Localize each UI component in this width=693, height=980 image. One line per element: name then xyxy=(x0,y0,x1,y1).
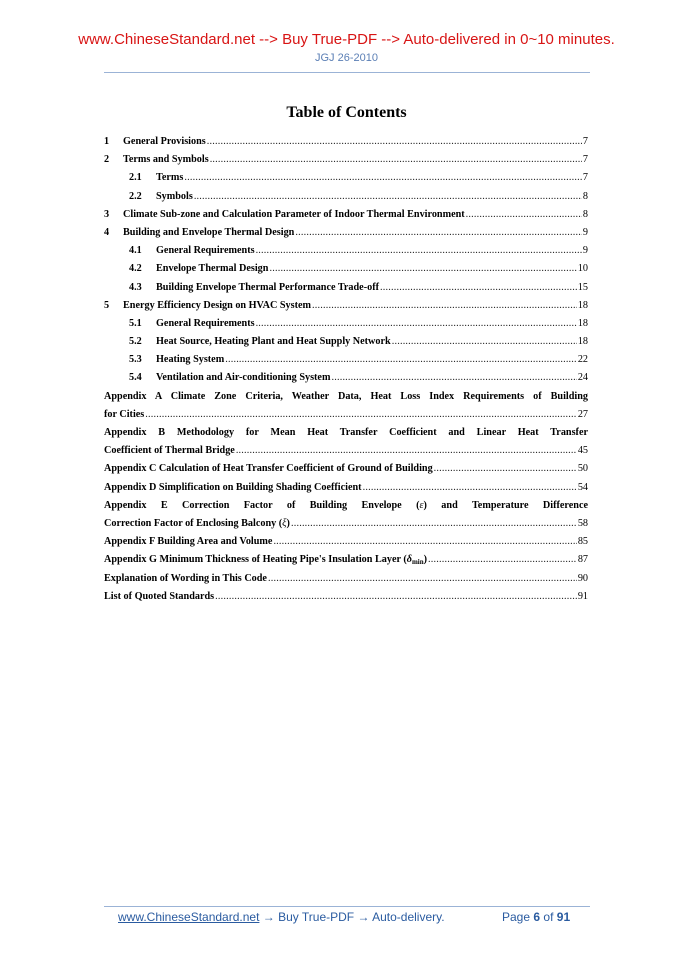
toc-entry-5-2[interactable] xyxy=(104,333,588,351)
toc-leader-dots xyxy=(269,260,576,278)
toc-entry-page: 9 xyxy=(582,245,588,257)
total-pages-number: 91 xyxy=(556,910,571,924)
toc-entry-label: Climate Sub-zone and Calculation Parameter of Indoor Thermal Environment xyxy=(123,208,465,220)
toc-entry-4-1[interactable] xyxy=(104,242,588,260)
toc-entry-page: 50 xyxy=(577,463,588,475)
page-indicator xyxy=(502,910,570,924)
toc-entry-label: List of Quoted Standards xyxy=(104,590,215,602)
toc-entry-page: 10 xyxy=(577,263,588,275)
toc-appendix-d[interactable] xyxy=(104,479,588,497)
of-word: of xyxy=(543,910,554,924)
toc-title: Table of Contents xyxy=(286,104,407,121)
top-banner[interactable]: www.ChineseStandard.net --> Buy True-PDF --> Auto-delivered in 0~10 minutes. xyxy=(78,31,615,48)
toc-entry-label: Appendix F Building Area and Volume xyxy=(104,536,273,548)
footer-text: → Buy True-PDF → Auto-delivery. xyxy=(259,910,445,924)
toc-entry-5[interactable] xyxy=(104,297,588,315)
toc-leader-dots xyxy=(312,297,577,315)
toc-entry-page: 91 xyxy=(577,590,588,602)
toc-entry-label: Terms and Symbols xyxy=(123,154,209,166)
toc-entry-label: Terms xyxy=(156,172,184,184)
toc-entry-5-3[interactable] xyxy=(104,351,588,369)
toc-entry-page: 9 xyxy=(582,226,588,238)
toc-entry-page: 85 xyxy=(577,536,588,548)
toc-appendix-g[interactable] xyxy=(104,551,588,569)
toc-entry-3[interactable] xyxy=(104,206,588,224)
toc-entry-number: 4 xyxy=(104,226,110,238)
toc-leader-dots xyxy=(363,479,577,497)
toc-appendix-f[interactable] xyxy=(104,533,588,551)
toc-entry-page: 7 xyxy=(582,154,588,166)
table-of-contents xyxy=(104,133,588,606)
toc-entry-page: 7 xyxy=(582,136,588,147)
toc-leader-dots xyxy=(145,406,577,424)
toc-entry-2[interactable] xyxy=(104,151,588,169)
toc-leader-dots xyxy=(268,570,577,588)
toc-entry-number: 1 xyxy=(104,136,110,147)
toc-appendix-a-line1[interactable] xyxy=(104,388,588,406)
toc-explanation-of-wording[interactable] xyxy=(104,570,588,588)
toc-entry-4[interactable] xyxy=(104,224,588,242)
toc-entry-number: 5.2 xyxy=(129,336,142,348)
current-page-number: 6 xyxy=(533,910,541,924)
toc-entry-label xyxy=(104,515,290,533)
toc-entry-page: 15 xyxy=(577,281,588,293)
toc-leader-dots xyxy=(291,515,577,533)
toc-entry-label xyxy=(104,497,588,515)
toc-appendix-a-line2[interactable] xyxy=(104,406,588,424)
toc-entry-label: Explanation of Wording in This Code xyxy=(104,572,267,584)
toc-entry-number: 4.3 xyxy=(129,281,142,293)
toc-leader-dots xyxy=(236,442,577,460)
toc-appendix-e-line1[interactable] xyxy=(104,497,588,515)
toc-entry-5-4[interactable] xyxy=(104,369,588,387)
toc-entry-number: 2.1 xyxy=(129,172,142,184)
toc-entry-label: General Requirements xyxy=(156,317,255,329)
toc-entry-label: Envelope Thermal Design xyxy=(156,263,269,275)
toc-entry-number: 3 xyxy=(104,208,110,220)
toc-entry-page: 7 xyxy=(582,172,588,184)
toc-leader-dots xyxy=(428,551,577,569)
toc-delta-subscript: min xyxy=(411,558,424,567)
toc-entry-label: Appendix A Climate Zone Criteria, Weather Data, Heat Loss Index Requirements of Building xyxy=(104,390,588,402)
toc-entry-1[interactable] xyxy=(104,133,588,151)
toc-leader-dots xyxy=(207,133,582,151)
toc-leader-dots xyxy=(194,188,582,206)
toc-entry-label: Appendix D Simplification on Building Shading Coefficient xyxy=(104,481,362,493)
page-word: Page xyxy=(502,910,531,924)
toc-leader-dots xyxy=(273,533,576,551)
toc-entry-label: Energy Efficiency Design on HVAC System xyxy=(123,299,311,311)
toc-entry-page: 22 xyxy=(577,354,588,366)
footer-site-link[interactable]: www.ChineseStandard.net xyxy=(118,910,260,924)
toc-appendix-g-text-pre: Appendix G Minimum Thickness of Heating Pipe's Insulation Layer ( xyxy=(104,554,407,566)
toc-entry-page: 24 xyxy=(577,372,588,384)
toc-leader-dots xyxy=(380,279,577,297)
toc-entry-label: Symbols xyxy=(156,190,193,202)
toc-entry-4-2[interactable] xyxy=(104,260,588,278)
standard-code: JGJ 26-2010 xyxy=(315,52,378,64)
toc-entry-page: 87 xyxy=(577,554,588,566)
toc-entry-number: 5 xyxy=(104,299,110,311)
toc-appendix-e-text-post: ) and Temperature Difference xyxy=(423,499,588,511)
toc-leader-dots xyxy=(184,169,582,187)
toc-entry-page: 18 xyxy=(577,336,588,348)
toc-list-of-quoted-standards[interactable] xyxy=(104,588,588,606)
toc-entry-page: 27 xyxy=(577,408,588,420)
toc-xi-symbol: ξ xyxy=(282,517,287,529)
page-footer xyxy=(118,910,588,924)
toc-leader-dots xyxy=(434,460,577,478)
header-divider xyxy=(104,72,590,73)
toc-appendix-e2-text-post: ) xyxy=(286,517,290,529)
toc-entry-page: 8 xyxy=(582,208,588,220)
toc-entry-label: for Cities xyxy=(104,408,145,420)
toc-appendix-e-text-pre: Appendix E Correction Factor of Building Envelope ( xyxy=(104,499,420,511)
toc-entry-label: Ventilation and Air-conditioning System xyxy=(156,372,331,384)
toc-entry-page: 8 xyxy=(582,190,588,202)
toc-entry-label: Heat Source, Heating Plant and Heat Supply Network xyxy=(156,336,391,348)
toc-entry-number: 2.2 xyxy=(129,190,142,202)
toc-entry-number: 5.1 xyxy=(129,317,142,329)
toc-entry-label: Appendix C Calculation of Heat Transfer Coefficient of Ground of Building xyxy=(104,463,433,475)
toc-entry-label: General Requirements xyxy=(156,245,255,257)
toc-entry-number: 2 xyxy=(104,154,110,166)
toc-entry-label: Appendix B Methodology for Mean Heat Transfer Coefficient and Linear Heat Transfer xyxy=(104,427,588,438)
toc-appendix-c[interactable] xyxy=(104,460,588,478)
toc-leader-dots xyxy=(210,151,582,169)
toc-entry-page: 18 xyxy=(577,299,588,311)
toc-appendix-b-line1[interactable] xyxy=(104,424,588,442)
toc-leader-dots xyxy=(392,333,577,351)
toc-entry-label: Heating System xyxy=(156,354,225,366)
toc-entry-label: Coefficient of Thermal Bridge xyxy=(104,445,235,457)
toc-leader-dots xyxy=(256,242,582,260)
toc-appendix-e-line2[interactable] xyxy=(104,515,588,533)
toc-leader-dots xyxy=(215,588,577,606)
toc-entry-label: Building Envelope Thermal Performance Trade-off xyxy=(156,281,379,293)
toc-delta-symbol: δ xyxy=(406,554,412,566)
toc-entry-label: General Provisions xyxy=(123,136,206,147)
toc-entry-2-1[interactable] xyxy=(104,169,588,187)
toc-entry-number: 5.3 xyxy=(129,354,142,366)
toc-appendix-b-line2[interactable] xyxy=(104,442,588,460)
toc-leader-dots xyxy=(295,224,582,242)
toc-leader-dots xyxy=(466,206,582,224)
toc-leader-dots xyxy=(331,369,576,387)
toc-entry-page: 58 xyxy=(577,517,588,529)
toc-entry-number: 5.4 xyxy=(129,372,142,384)
toc-entry-number: 4.1 xyxy=(129,245,142,257)
toc-entry-5-1[interactable] xyxy=(104,315,588,333)
toc-entry-number: 4.2 xyxy=(129,263,142,275)
toc-entry-label: Building and Envelope Thermal Design xyxy=(123,226,295,238)
footer-divider xyxy=(104,906,590,907)
toc-entry-page: 90 xyxy=(577,572,588,584)
toc-entry-4-3[interactable] xyxy=(104,279,588,297)
toc-entry-label xyxy=(104,551,427,569)
toc-leader-dots xyxy=(225,351,577,369)
toc-appendix-e2-text-pre: Correction Factor of Enclosing Balcony ( xyxy=(104,517,283,529)
toc-epsilon-symbol: ε xyxy=(419,499,424,511)
toc-entry-page: 54 xyxy=(577,481,588,493)
toc-leader-dots xyxy=(256,315,577,333)
toc-entry-page: 18 xyxy=(577,317,588,329)
toc-entry-2-2[interactable] xyxy=(104,188,588,206)
toc-entry-page: 45 xyxy=(577,445,588,457)
toc-appendix-g-text-post: ) xyxy=(423,554,428,566)
